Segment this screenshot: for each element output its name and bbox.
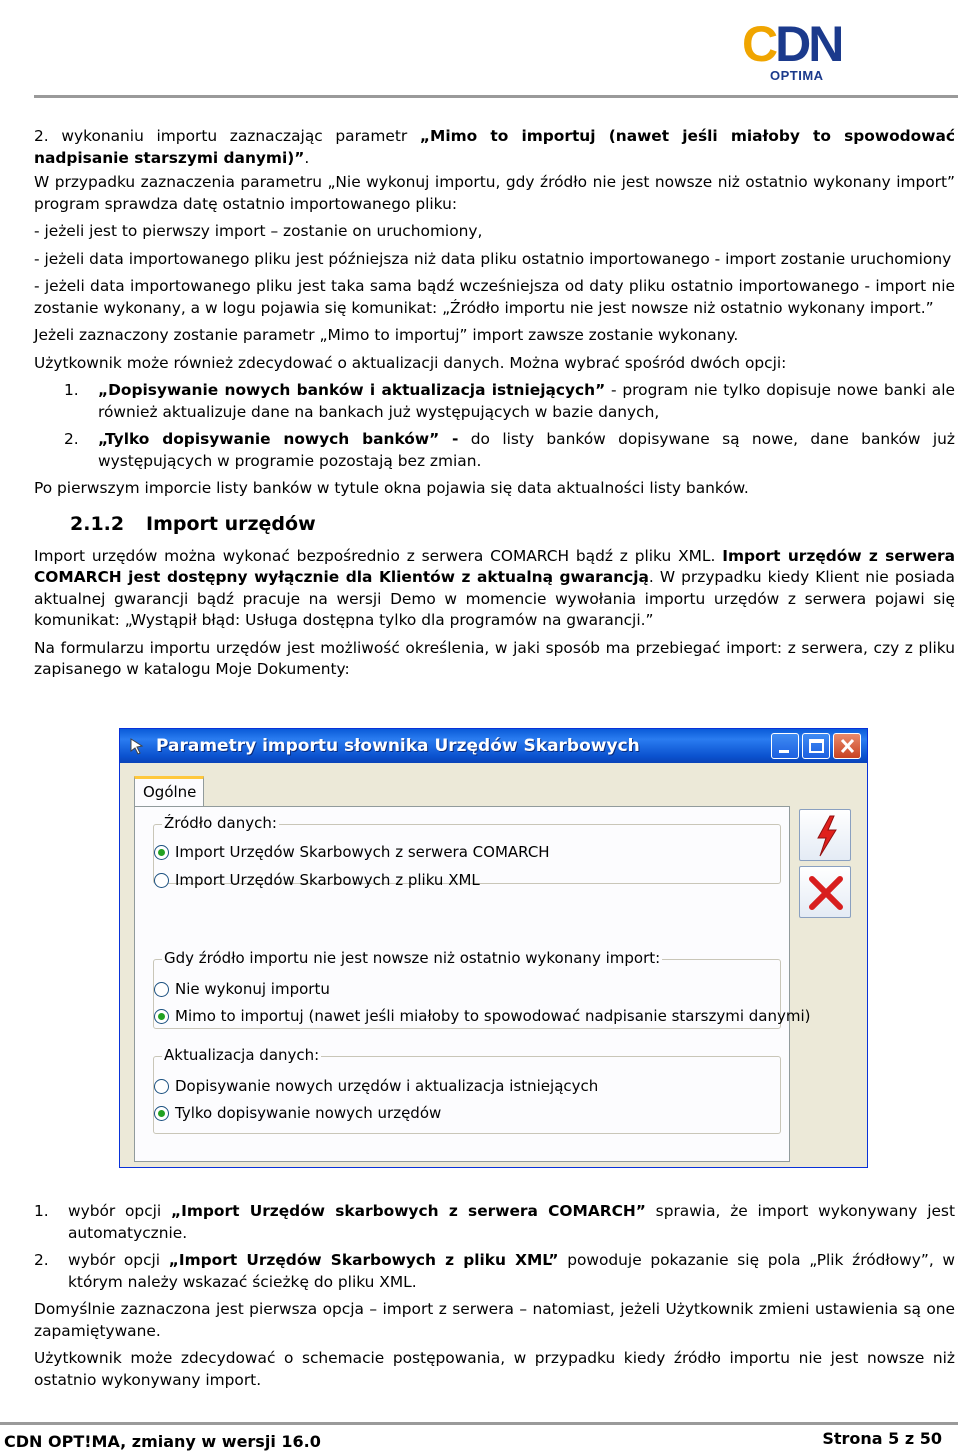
item-text: wykonaniu importu zaznaczając parametr	[61, 127, 420, 145]
dialog-title-bar	[120, 729, 867, 763]
dialog-title: Parametry importu słownika Urzędów Skarbowych	[156, 736, 640, 756]
paragraph: Użytkownik może również zdecydować o aktualizacji danych. Można wybrać spośród dwóch opcji:	[34, 353, 787, 372]
paragraph-bold-text: Import urzędów z serwera COMARCH jest dostępny wyłącznie dla Klientów z aktualną gwarancją	[34, 546, 955, 586]
item-bold-text: „Mimo to importuj (nawet jeśli miałoby to spowodować nadpisanie starszymi danymi)”	[34, 127, 955, 167]
group-data-update	[153, 1046, 781, 1134]
list-bold-text: „Tylko dopisywanie nowych banków” -	[98, 430, 459, 448]
item-number: 2.	[34, 127, 49, 145]
list-bold-text: „Dopisywanie nowych banków i aktualizacja istniejących”	[98, 381, 606, 399]
paragraph	[34, 546, 955, 632]
list-item	[34, 429, 955, 472]
close-icon	[834, 734, 862, 760]
radio-import-from-xml[interactable]	[154, 871, 480, 889]
lightning-icon	[800, 810, 852, 862]
list-number: 1.	[34, 1202, 49, 1220]
group-label: Źródło danych:	[164, 814, 277, 832]
list-number: 2.	[34, 1251, 49, 1269]
logo-wordmark	[742, 16, 841, 72]
document-body	[34, 126, 955, 687]
group-label: Aktualizacja danych:	[164, 1046, 320, 1064]
import-parameters-dialog	[119, 728, 868, 1168]
list-bold-text: „Import Urzędów skarbowych z serwera COMARCH”	[171, 1202, 646, 1220]
radio-unselected-icon	[154, 982, 169, 997]
section-heading	[70, 512, 955, 536]
list-text	[68, 1250, 955, 1293]
group-when-not-newer	[153, 949, 811, 1029]
list-rest-text: powoduje pokazanie się pola „Plik źródłowy”, w którym należy wskazać ścieżkę do pliku XML.	[68, 1251, 955, 1291]
radio-label: Tylko dopisywanie nowych urzędów	[175, 1104, 442, 1122]
minimize-icon	[772, 734, 800, 760]
paragraph: - jeżeli data importowanego pliku jest późniejsza niż data pliku ostatnio importowanego - import zostanie uruchomiony	[34, 249, 952, 268]
paragraph-text-end: . W przypadku kiedy Klient nie posiada aktualnej gwarancji bądź pracuje na wersji Demo w momencie wywołania importu urzędów z serwera pojawi się komunikat: „Wystąpił błąd: Usługa dostępna tylko dla programów na gwarancji.”	[34, 568, 955, 629]
group-data-source	[153, 814, 781, 889]
minimize-button[interactable]	[771, 733, 799, 759]
section-title: Import urzędów	[146, 512, 316, 535]
list-text-start: wybór opcji	[68, 1251, 169, 1269]
cancel-button[interactable]	[799, 866, 851, 918]
radio-label: Nie wykonuj importu	[175, 980, 330, 998]
list-text	[98, 380, 955, 423]
maximize-button[interactable]	[802, 733, 830, 759]
paragraph-text: Import urzędów można wykonać bezpośrednio z serwera COMARCH bądź z pliku XML.	[34, 546, 723, 565]
group-label: Gdy źródło importu nie jest nowsze niż ostatnio wykonany import:	[164, 949, 661, 967]
radio-selected-icon	[154, 845, 169, 860]
list-rest-text: - program nie tylko dopisuje nowe banki ale również aktualizuje dane na bankach już występujących w bazie danych,	[98, 381, 955, 421]
list-text	[68, 1201, 955, 1244]
app-icon	[128, 736, 148, 756]
close-button[interactable]	[833, 733, 861, 759]
tab-panel	[134, 806, 811, 1162]
list-item	[34, 1250, 955, 1293]
radio-import-anyway[interactable]	[154, 1007, 811, 1025]
radio-selected-icon	[154, 1009, 169, 1024]
red-x-icon	[800, 867, 852, 919]
paragraph: Jeżeli zaznaczony zostanie parametr „Mimo to importuj” import zawsze zostanie wykonany.	[34, 326, 739, 344]
document-body-continued	[34, 1201, 955, 1397]
radio-selected-icon	[154, 1106, 169, 1121]
radio-label: Mimo to importuj (nawet jeśli miałoby to spowodować nadpisanie starszymi danymi)	[175, 1007, 811, 1025]
paragraph: Użytkownik może zdecydować o schemacie postępowania, w przypadku kiedy źródło importu nie jest nowsze niż ostatnio wykonywany import.	[34, 1349, 955, 1389]
logo-letters-dn: DN	[775, 16, 842, 72]
paragraph: Na formularzu importu urzędów jest możliwość określenia, w jaki sposób ma przebiegać import: z serwera, czy z pliku zapisanego w katalogu Moje Dokumenty:	[34, 638, 955, 678]
tab-general[interactable]: Ogólne	[134, 776, 204, 806]
radio-label: Import Urzędów Skarbowych z serwera COMARCH	[175, 843, 550, 861]
list-item	[34, 380, 955, 423]
logo-letter-c: C	[742, 16, 776, 72]
footer-rule	[0, 1422, 958, 1425]
list-number: 1.	[64, 381, 79, 399]
radio-import-from-server[interactable]	[154, 843, 550, 861]
paragraph: - jeżeli data importowanego pliku jest taka sama bądź wcześniejsza od daty pliku ostatnio importowanego - import nie zostanie wykonany, a w logu pojawia się komunikat: „Źródło importu nie jest nowsze niż ostatnio wykonany import.”	[34, 277, 955, 317]
intro-item-2	[34, 126, 955, 169]
header-rule	[34, 95, 958, 98]
radio-unselected-icon	[154, 1079, 169, 1094]
paragraph: W przypadku zaznaczenia parametru „Nie wykonuj importu, gdy źródło nie jest nowsze niż ostatnio wykonany import” program sprawdza datę ostatnio importowanego pliku:	[34, 173, 955, 213]
footer-page-number: Strona 5 z 50	[822, 1429, 942, 1448]
item-text-end: .	[304, 148, 310, 167]
paragraph: Domyślnie zaznaczona jest pierwsza opcja – import z serwera – natomiast, jeżeli Użytkownik zmieni ustawienia są one zapamiętywane.	[34, 1300, 955, 1340]
radio-label: Import Urzędów Skarbowych z pliku XML	[175, 871, 480, 889]
radio-label: Dopisywanie nowych urzędów i aktualizacja istniejących	[175, 1077, 599, 1095]
list-text-start: wybór opcji	[68, 1202, 172, 1220]
radio-add-and-update[interactable]	[154, 1077, 598, 1095]
list-rest-text: do listy banków dopisywane są nowe, dane banków już występujących w programie pozostają bez zmian.	[98, 430, 955, 470]
list-item	[34, 1201, 955, 1244]
run-import-button[interactable]	[799, 809, 851, 861]
logo-subtitle: OPTIMA	[770, 68, 824, 83]
radio-unselected-icon	[154, 873, 169, 888]
cdn-optima-logo	[742, 16, 860, 88]
radio-do-not-import[interactable]	[154, 980, 330, 998]
list-number: 2.	[64, 430, 79, 448]
list-rest-text: sprawia, że import wykonywany jest automatycznie.	[68, 1202, 955, 1242]
footer-product-version: CDN OPT!MA, zmiany w wersji 16.0	[4, 1432, 321, 1451]
list-bold-text: „Import Urzędów Skarbowych z pliku XML”	[168, 1251, 559, 1269]
section-number: 2.1.2	[70, 512, 125, 535]
paragraph: Po pierwszym imporcie listy banków w tytule okna pojawia się data aktualności listy banków.	[34, 479, 749, 497]
list-text	[98, 429, 955, 472]
maximize-icon	[803, 734, 831, 760]
radio-add-only[interactable]	[154, 1104, 441, 1122]
paragraph: - jeżeli jest to pierwszy import – zostanie on uruchomiony,	[34, 222, 483, 240]
